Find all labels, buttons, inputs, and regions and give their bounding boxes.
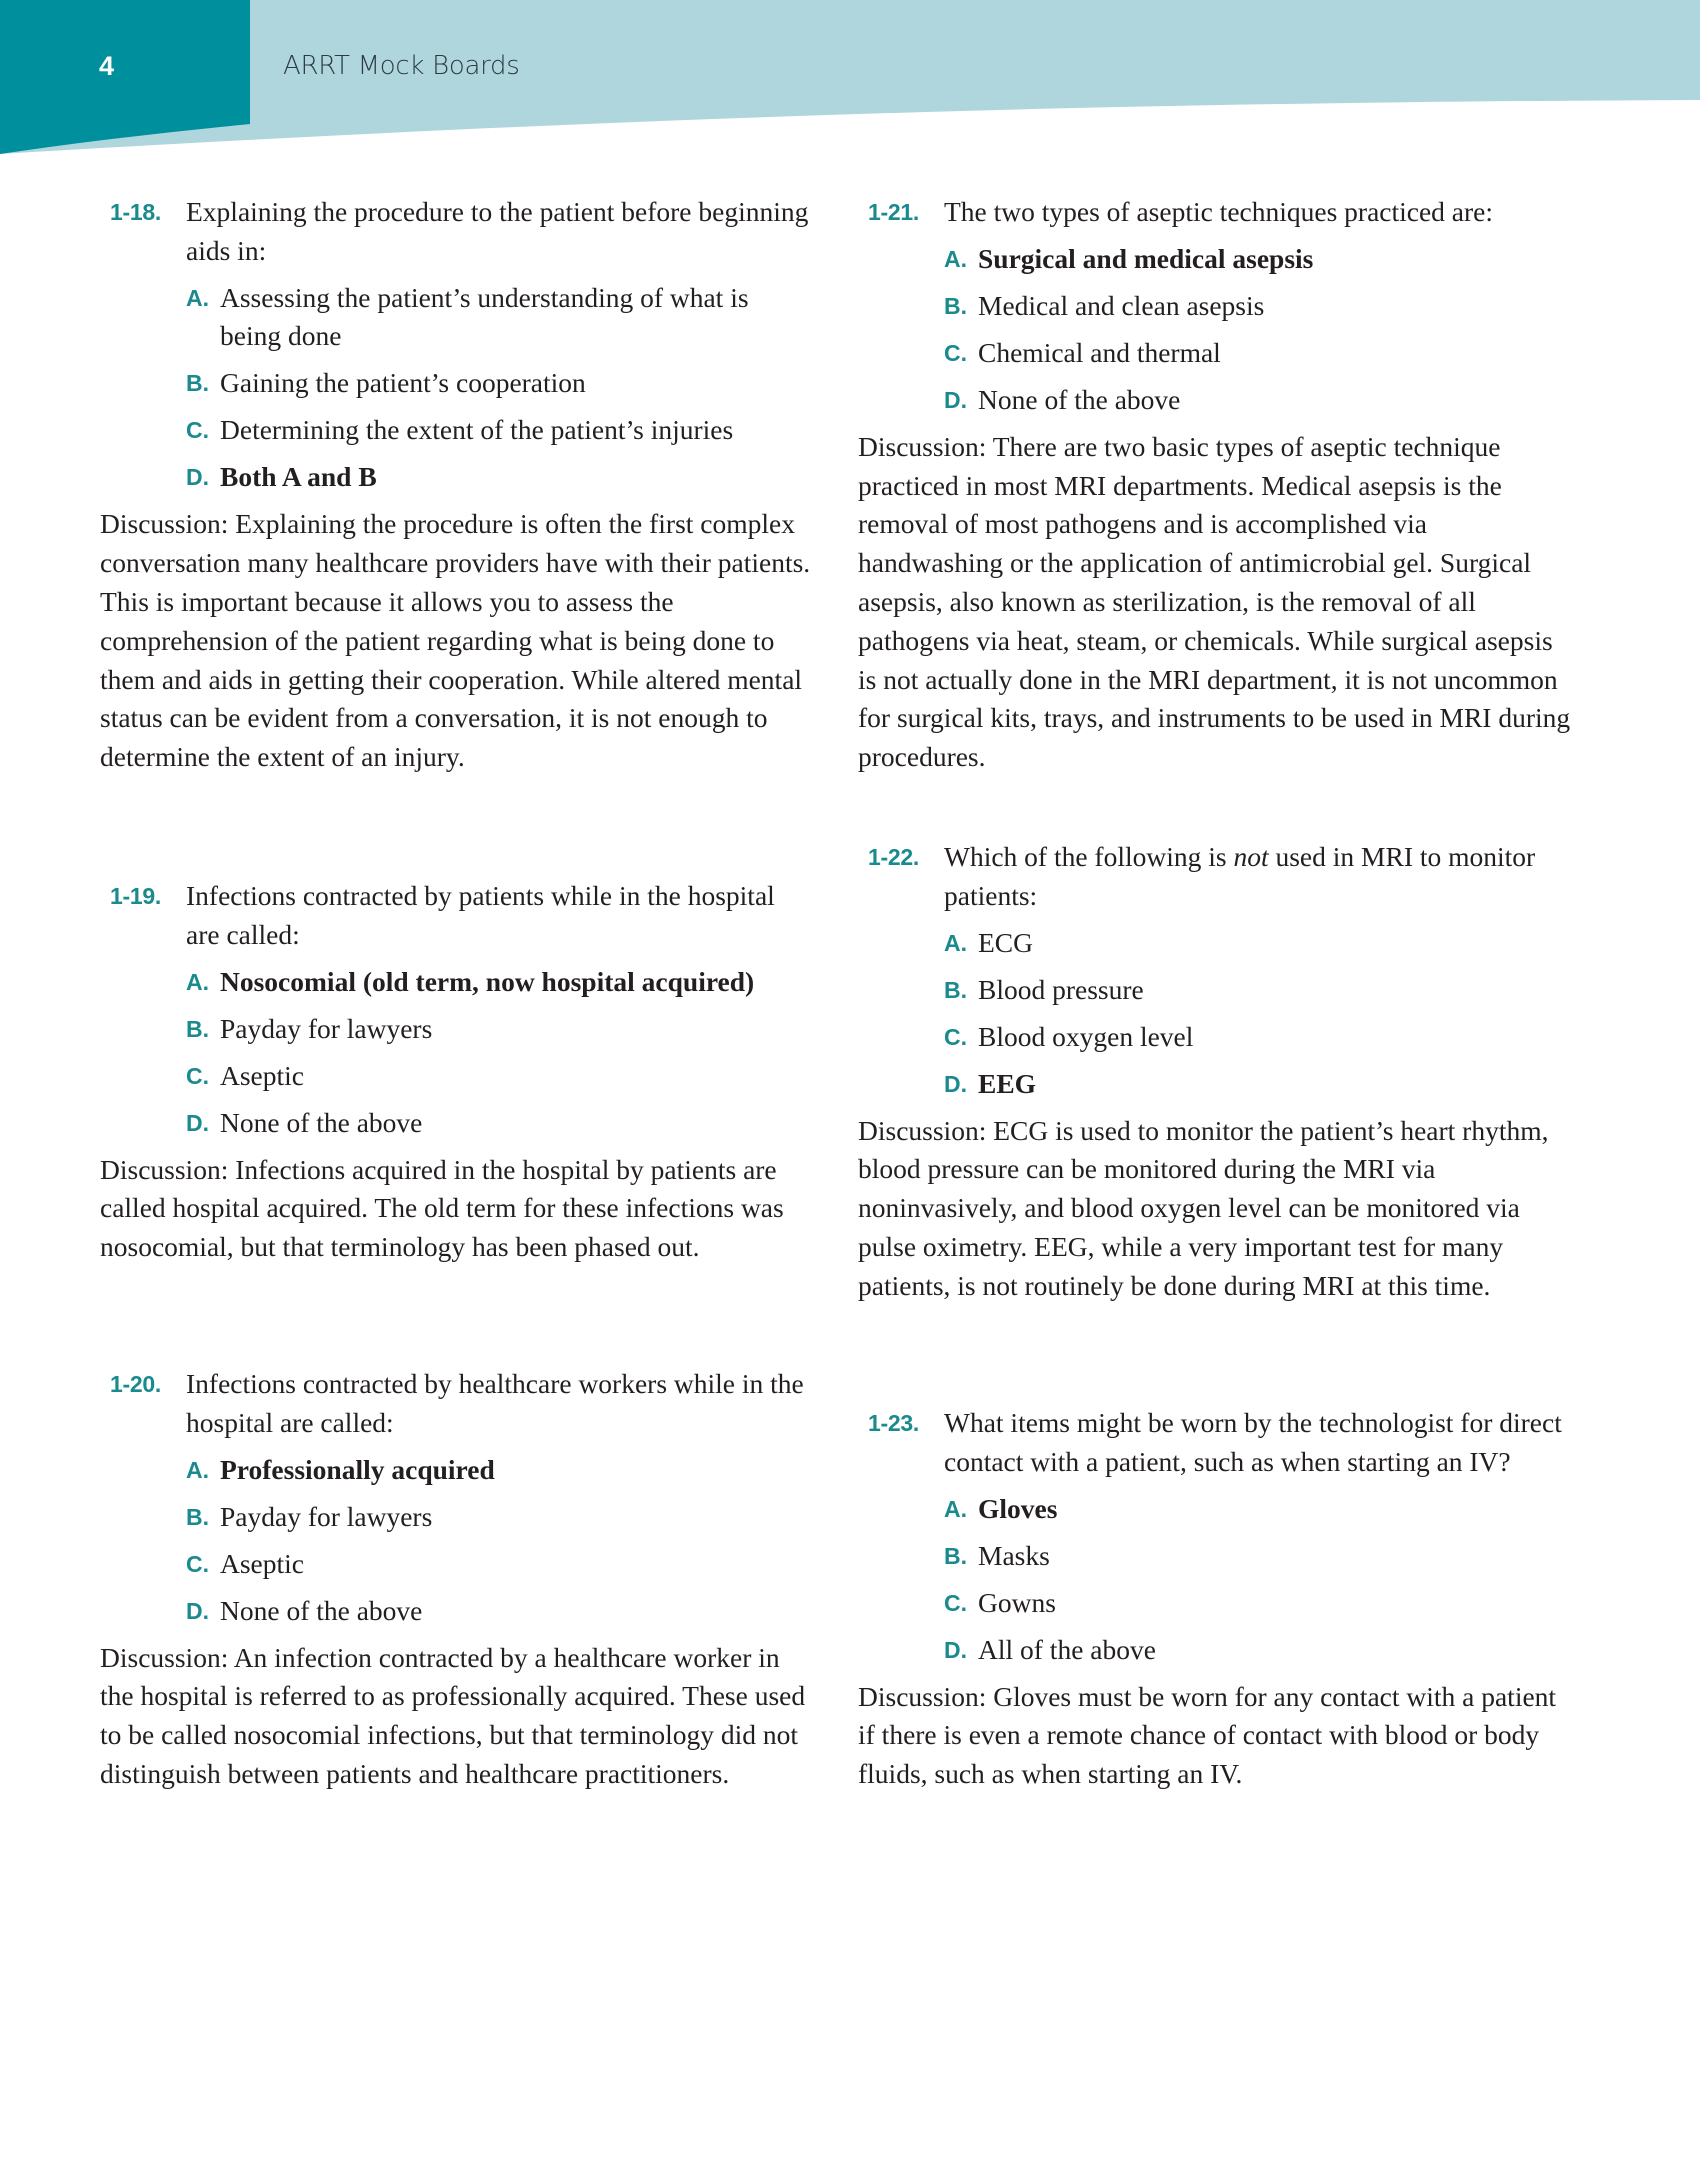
option-letter: D. (944, 386, 967, 413)
question-text-part: used in MRI to monitor patients: (944, 841, 1536, 911)
option-text: ECG (978, 926, 1033, 958)
answer-options (100, 279, 815, 498)
option-text-correct: Surgical and medical asepsis (978, 242, 1314, 274)
question-block-1-23 (858, 1404, 1573, 1794)
answer-option-b (858, 971, 1573, 1010)
answer-option-c (100, 411, 815, 450)
option-letter: A. (186, 1456, 209, 1483)
option-letter: B. (944, 292, 967, 319)
answer-option-b (100, 364, 815, 403)
option-letter: C. (944, 339, 967, 366)
answer-option-c (100, 1545, 815, 1584)
question-number: 1-22. (868, 844, 919, 870)
answer-options (100, 1451, 815, 1631)
option-text: Blood pressure (978, 973, 1144, 1005)
question-block-1-19 (100, 877, 815, 1267)
option-text: Chemical and thermal (978, 336, 1221, 368)
question-number: 1-20. (110, 1371, 161, 1397)
question-number: 1-23. (868, 1410, 919, 1436)
question-text: The two types of aseptic techniques practiced are: (944, 196, 1494, 227)
option-text-correct: Both A and B (220, 461, 377, 493)
answer-option-a (100, 963, 815, 1002)
option-letter: A. (944, 929, 967, 956)
question-stem (100, 1365, 815, 1443)
answer-option-b (100, 1498, 815, 1537)
option-text: Payday for lawyers (220, 1012, 433, 1044)
option-letter: D. (186, 464, 209, 491)
option-letter: C. (186, 417, 209, 444)
question-block-1-22 (858, 838, 1573, 1306)
option-text: Assessing the patient’s understanding of what is being done (220, 281, 749, 352)
answer-option-b (858, 1537, 1573, 1576)
running-title: ARRT Mock Boards (283, 51, 520, 81)
page-number: 4 (99, 51, 115, 81)
discussion-text: Discussion: Gloves must be worn for any contact with a patient if there is even a remote chance of contact with blood or body fluids, such as when starting an IV. (858, 1680, 1557, 1790)
option-letter: A. (944, 1495, 967, 1522)
option-letter: D. (944, 1636, 967, 1663)
option-text-correct: EEG (978, 1067, 1037, 1099)
discussion-text: Discussion: Explaining the procedure is often the first complex conversation many healthcare providers have with their patients. This is important because it allows you to assess the comprehension of the patient regarding what is being done to them and aids in getting their cooperation. While altered mental status can be evident from a conversation, it is not enough to determine the extent of an injury. (100, 508, 811, 773)
answer-option-a (858, 1490, 1573, 1529)
option-text-correct: Gloves (978, 1492, 1058, 1524)
question-text: Explaining the procedure to the patient before beginning aids in: (186, 196, 809, 266)
question-text-emphasis: not (1233, 841, 1269, 872)
option-letter: C. (186, 1062, 209, 1089)
answer-option-c (100, 1057, 815, 1096)
option-text: All of the above (978, 1633, 1156, 1665)
answer-options (858, 240, 1573, 420)
option-letter: B. (944, 976, 967, 1003)
discussion-text: Discussion: An infection contracted by a healthcare worker in the hospital is referred to as professionally acquired. These used to be called nosocomial infections, but that terminology did not distinguish between patients and healthcare practitioners. (100, 1641, 806, 1789)
option-letter: D. (944, 1070, 967, 1097)
option-letter: A. (944, 245, 967, 272)
answer-option-a (858, 240, 1573, 279)
option-text: None of the above (978, 383, 1181, 415)
question-number: 1-21. (868, 199, 919, 225)
option-text: Determining the extent of the patient’s injuries (220, 414, 734, 446)
option-text-correct: Professionally acquired (220, 1453, 495, 1485)
option-text: Aseptic (220, 1547, 305, 1579)
answer-option-d (100, 458, 815, 497)
answer-option-a (100, 1451, 815, 1490)
answer-options (100, 963, 815, 1143)
option-text: None of the above (220, 1594, 423, 1626)
option-letter: A. (186, 284, 209, 311)
option-letter: D. (186, 1109, 209, 1136)
question-stem (858, 1404, 1573, 1482)
question-text: What items might be worn by the technologist for direct contact with a patient, such as when starting an IV? (944, 1407, 1562, 1477)
answer-option-d (858, 1065, 1573, 1104)
answer-options (858, 1490, 1573, 1670)
answer-option-b (100, 1010, 815, 1049)
question-stem (858, 838, 1573, 916)
option-text: Aseptic (220, 1059, 305, 1091)
question-block-1-20 (100, 1365, 815, 1794)
answer-option-c (858, 1584, 1573, 1623)
option-letter: A. (186, 968, 209, 995)
question-stem (100, 877, 815, 955)
answer-option-b (858, 287, 1573, 326)
answer-option-d (858, 381, 1573, 420)
option-letter: C. (944, 1023, 967, 1050)
option-letter: D. (186, 1597, 209, 1624)
discussion-text: Discussion: ECG is used to monitor the patient’s heart rhythm, blood pressure can be monitored during the MRI via noninvasively, and blood oxygen level can be monitored via pulse oximetry. EEG, while a very important test for many patients, is not routinely be done during MRI at this time. (858, 1114, 1549, 1301)
option-letter: C. (944, 1589, 967, 1616)
answer-option-c (858, 334, 1573, 373)
question-block-1-21 (858, 193, 1573, 777)
option-letter: B. (186, 1015, 209, 1042)
answer-option-a (858, 924, 1573, 963)
answer-option-d (100, 1104, 815, 1143)
option-text: Masks (978, 1539, 1050, 1571)
option-text-correct: Nosocomial (old term, now hospital acquired) (220, 965, 755, 997)
option-text: None of the above (220, 1106, 423, 1138)
question-stem (100, 193, 815, 271)
option-text: Payday for lawyers (220, 1500, 433, 1532)
question-text (944, 838, 1573, 916)
question-number: 1-18. (110, 199, 161, 225)
discussion-text: Discussion: Infections acquired in the hospital by patients are called hospital acquired. The old term for these infections was nosocomial, but that terminology has been phased out. (100, 1153, 784, 1263)
question-text: Infections contracted by patients while in the hospital are called: (186, 880, 775, 950)
option-letter: B. (944, 1542, 967, 1569)
option-text: Gowns (978, 1586, 1056, 1618)
question-block-1-18 (100, 193, 815, 777)
discussion-text: Discussion: There are two basic types of aseptic technique practiced in most MRI departments. Medical asepsis is the removal of most pathogens and is accomplished via handwashing or the application of antimicrobial gel. Surgical asepsis, also known as sterilization, is the removal of all pathogens via heat, steam, or chemicals. While surgical asepsis is not actually done in the MRI department, it is not uncommon for surgical kits, trays, and instruments to be used in MRI during procedures. (858, 430, 1571, 773)
question-stem (858, 193, 1573, 232)
answer-option-d (100, 1592, 815, 1631)
option-text: Blood oxygen level (978, 1020, 1194, 1052)
option-text: Gaining the patient’s cooperation (220, 367, 586, 399)
answer-option-a (100, 279, 815, 357)
answer-options (858, 924, 1573, 1104)
question-number: 1-19. (110, 883, 161, 909)
option-letter: C. (186, 1550, 209, 1577)
option-letter: B. (186, 370, 209, 397)
question-text: Infections contracted by healthcare workers while in the hospital are called: (186, 1368, 804, 1438)
answer-option-c (858, 1018, 1573, 1057)
option-text: Medical and clean asepsis (978, 289, 1265, 321)
option-letter: B. (186, 1503, 209, 1530)
header-banner-shape (0, 0, 1700, 160)
page-header (0, 0, 1700, 160)
answer-option-d (858, 1631, 1573, 1670)
question-text-part: Which of the following is (944, 841, 1234, 872)
